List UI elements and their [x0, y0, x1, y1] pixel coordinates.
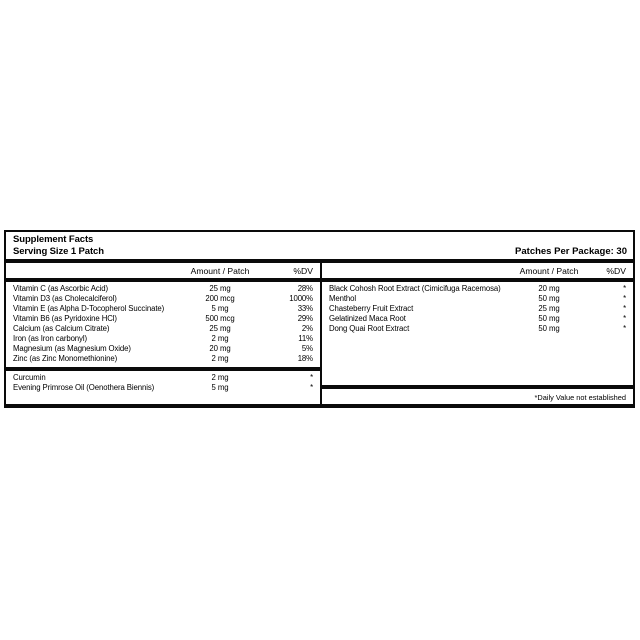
daily-value-footnote: *Daily Value not established: [534, 393, 626, 402]
ingredient-dv: *: [623, 284, 626, 293]
label-title-block: [13, 234, 104, 259]
ingredient-name: Vitamin B6 (as Pyridoxine HCl): [13, 314, 117, 323]
ingredient-row: [6, 334, 320, 344]
left-other-ingredient-rows: [6, 371, 320, 396]
ingredient-name: Evening Primrose Oil (Oenothera Biennis): [13, 383, 155, 392]
ingredient-row: [6, 383, 320, 393]
ingredient-name: Vitamin C (as Ascorbic Acid): [13, 284, 108, 293]
left-facts-column: [6, 263, 320, 404]
ingredient-amount: 50 mg: [538, 314, 560, 323]
patches-per-package: Patches Per Package: 30: [515, 246, 627, 257]
ingredient-row: [6, 344, 320, 354]
amount-patch-header: Amount / Patch: [190, 265, 250, 276]
ingredient-amount: 25 mg: [209, 284, 231, 293]
spacer: [6, 396, 320, 404]
ingredient-name: Chasteberry Fruit Extract: [329, 304, 414, 313]
ingredient-name: Zinc (as Zinc Monomethionine): [13, 354, 118, 363]
ingredient-amount: 50 mg: [538, 294, 560, 303]
ingredient-name: Magnesium (as Magnesium Oxide): [13, 344, 131, 353]
ingredient-name: Dong Quai Root Extract: [329, 324, 410, 333]
right-facts-column: [322, 263, 633, 404]
ingredient-dv: 11%: [298, 334, 313, 343]
ingredient-amount: 5 mg: [211, 383, 229, 392]
ingredient-row: [6, 284, 320, 294]
ingredient-amount: 25 mg: [209, 324, 231, 333]
dv-header: %DV: [293, 265, 313, 276]
ingredient-row: [322, 304, 633, 314]
ingredient-amount: 50 mg: [538, 324, 560, 333]
ingredient-row: [322, 314, 633, 324]
ingredient-name: Curcumin: [13, 373, 46, 382]
spacer: [322, 337, 633, 385]
ingredient-dv: 5%: [301, 344, 313, 353]
ingredient-amount: 20 mg: [538, 284, 560, 293]
ingredient-row: [6, 354, 320, 364]
left-ingredient-rows: [6, 282, 320, 367]
ingredient-dv: 29%: [297, 314, 313, 323]
ingredient-dv: 33%: [297, 304, 313, 313]
ingredient-row: [6, 373, 320, 383]
ingredient-row: [6, 324, 320, 334]
ingredient-name: Vitamin E (as Alpha D-Tocopherol Succinate): [13, 304, 165, 313]
ingredient-amount: 2 mg: [211, 373, 229, 382]
right-column-header: [322, 263, 633, 278]
ingredient-dv: *: [623, 304, 626, 313]
ingredient-amount: 20 mg: [209, 344, 231, 353]
ingredient-dv: *: [623, 324, 626, 333]
ingredient-amount: 5 mg: [211, 304, 229, 313]
right-ingredient-rows: [322, 282, 633, 337]
ingredient-amount: 2 mg: [211, 354, 229, 363]
ingredient-name: Vitamin D3 (as Cholecalciferol): [13, 294, 117, 303]
ingredient-dv: *: [623, 294, 626, 303]
ingredient-dv: 28%: [297, 284, 313, 293]
ingredient-amount: 200 mcg: [205, 294, 235, 303]
ingredient-amount: 500 mcg: [205, 314, 235, 323]
supplement-label: [4, 230, 635, 408]
left-column-header: [6, 263, 320, 278]
ingredient-dv: *: [310, 383, 313, 392]
facts-columns: [6, 263, 633, 404]
ingredient-dv: 18%: [297, 354, 313, 363]
ingredient-row: [322, 294, 633, 304]
amount-patch-header: Amount / Patch: [519, 265, 579, 276]
ingredient-row: [6, 294, 320, 304]
ingredient-amount: 25 mg: [538, 304, 560, 313]
serving-size: Serving Size 1 Patch: [13, 245, 104, 257]
ingredient-amount: 2 mg: [211, 334, 229, 343]
label-header: [6, 232, 633, 259]
ingredient-dv: 2%: [301, 324, 313, 333]
ingredient-row: [6, 304, 320, 314]
supplement-facts-title: Supplement Facts: [13, 234, 94, 245]
ingredient-name: Calcium (as Calcium Citrate): [13, 324, 110, 333]
ingredient-row: [6, 314, 320, 324]
ingredient-dv: *: [310, 373, 313, 382]
ingredient-name: Iron (as Iron carbonyl): [13, 334, 87, 343]
ingredient-dv: 1000%: [289, 294, 313, 303]
dv-header: %DV: [606, 265, 626, 276]
ingredient-row: [322, 284, 633, 294]
ingredient-row: [322, 324, 633, 334]
ingredient-name: Black Cohosh Root Extract (Cimicifuga Racemosa): [329, 284, 501, 293]
ingredient-name: Gelatinized Maca Root: [329, 314, 406, 323]
ingredient-dv: *: [623, 314, 626, 323]
ingredient-name: Menthol: [329, 294, 357, 303]
